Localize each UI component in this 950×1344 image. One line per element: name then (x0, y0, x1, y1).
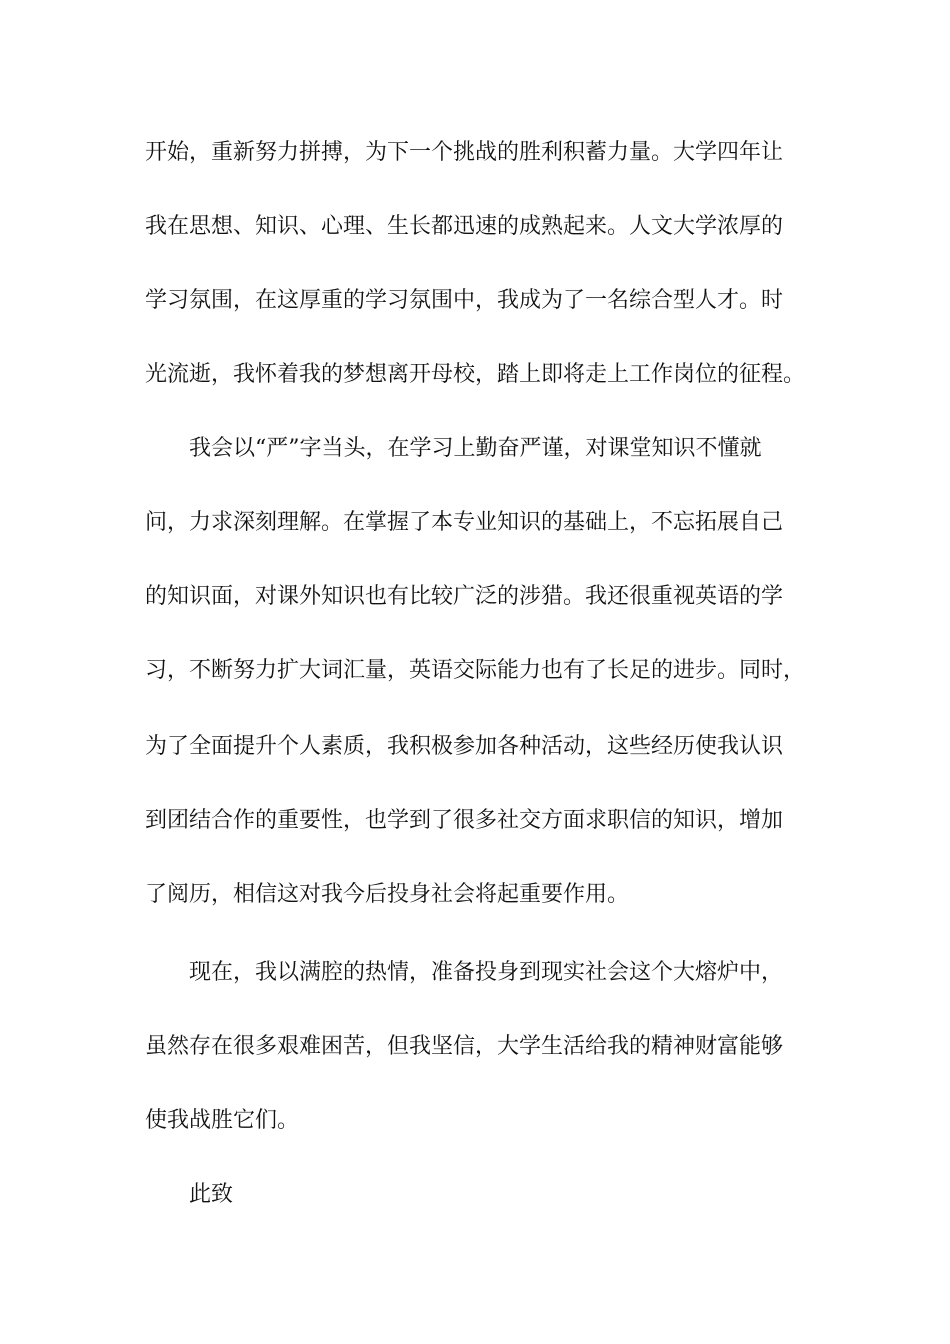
text-line-6: 问，力求深刻理解。在掌握了本专业知识的基础上，不忘拓展自己 (145, 510, 784, 535)
text-line-4: 光流逝，我怀着我的梦想离开母校，踏上即将走上工作岗位的征程。 (145, 362, 806, 387)
text-line-8: 习，不断努力扩大词汇量，英语交际能力也有了长足的进步。同时， (145, 658, 806, 683)
text-line-2: 我在思想、知识、心理、生长都迅速的成熟起来。人文大学浓厚的 (145, 214, 784, 239)
text-line-12: 现在，我以满腔的热情，准备投身到现实社会这个大熔炉中， (189, 960, 784, 985)
text-line-1: 开始，重新努力拼搏，为下一个挑战的胜利积蓄力量。大学四年让 (145, 140, 784, 165)
text-line-5: 我会以“严”字当头，在学习上勤奋严谨，对课堂知识不懂就 (189, 436, 762, 461)
text-line-10: 到团结合作的重要性，也学到了很多社交方面求职信的知识，增加 (145, 808, 784, 833)
text-line-3: 学习氛围，在这厚重的学习氛围中，我成为了一名综合型人才。时 (145, 288, 784, 313)
text-line-15: 此致 (189, 1182, 234, 1207)
text-line-7: 的知识面，对课外知识也有比较广泛的涉猎。我还很重视英语的学 (145, 584, 784, 609)
text-line-11: 了阅历，相信这对我今后投身社会将起重要作用。 (145, 882, 630, 907)
text-line-13: 虽然存在很多艰难困苦，但我坚信，大学生活给我的精神财富能够 (145, 1034, 784, 1059)
text-line-14: 使我战胜它们。 (145, 1108, 300, 1133)
text-line-9: 为了全面提升个人素质，我积极参加各种活动，这些经历使我认识 (145, 734, 784, 759)
